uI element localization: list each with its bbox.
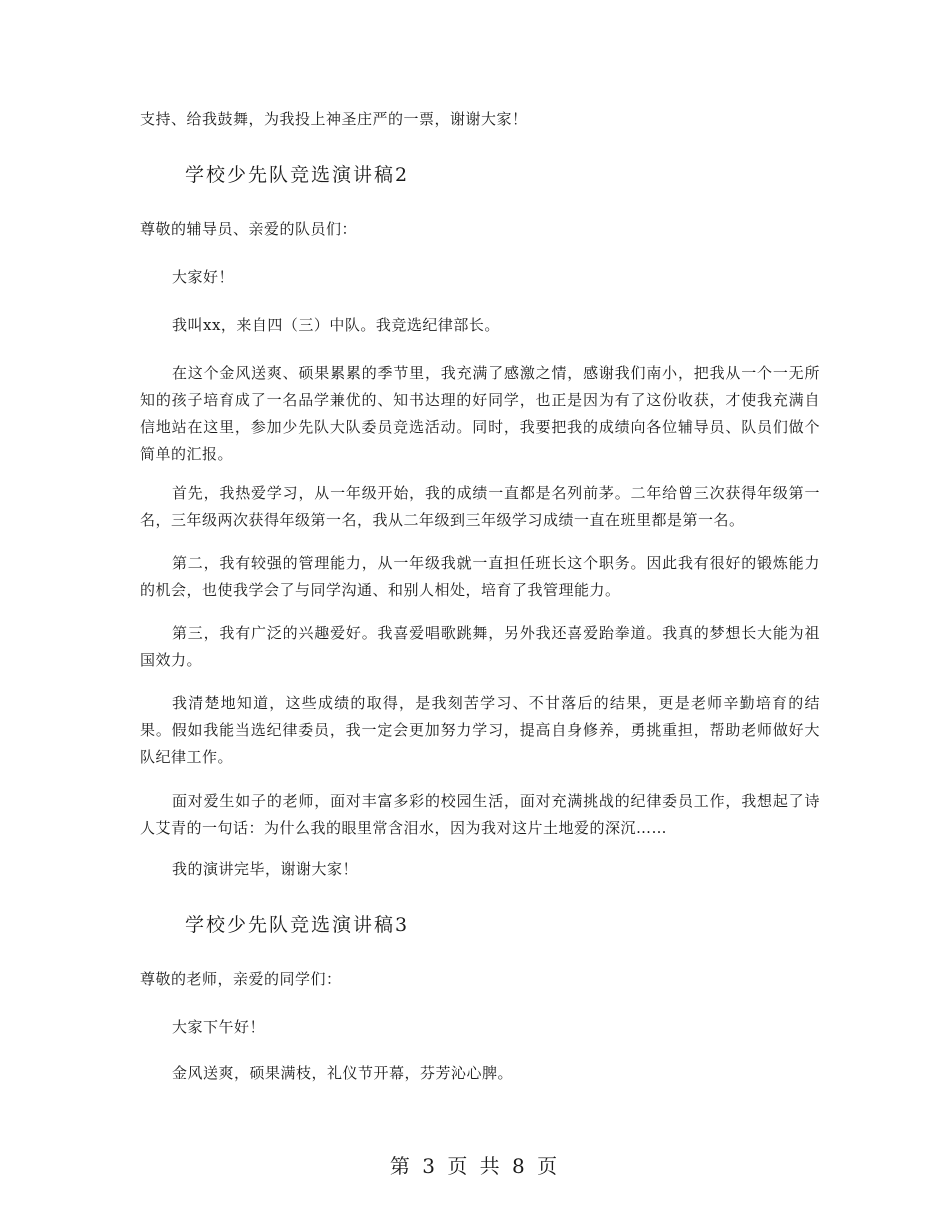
closing: 我的演讲完毕，谢谢大家！ bbox=[172, 860, 359, 878]
paragraph: 在这个金风送爽、硕果累累的季节里，我充满了感激之情，感谢我们南小，把我从一个一无所知的孩子培育成了一名品学兼优的、知书达理的好同学，也正是因为有了这份收获，才使我充满自信地站在这里，参加少先队大队委员竞选活动。同时，我要把我的成绩向各位辅导员、队员们做个简单的汇报。 bbox=[140, 364, 820, 463]
paragraph-continuation: 支持、给我鼓舞，为我投上神圣庄严的一票，谢谢大家！ bbox=[140, 110, 528, 128]
paragraph: 首先，我热爱学习，从一年级开始，我的成绩一直都是名列前茅。二年给曾三次获得年级第一名，三年级两次获得年级第一名，我从二年级到三年级学习成绩一直在班里都是第一名。 bbox=[140, 484, 820, 529]
paragraph: 我清楚地知道，这些成绩的取得，是我刻苦学习、不甘落后的结果，更是老师辛勤培育的结果。假如我能当选纪律委员，我一定会更加努力学习，提高自身修养，勇挑重担，帮助老师做好大队纪律工作。 bbox=[140, 694, 820, 766]
paragraph: 金风送爽，硕果满枝，礼仪节开幕，芬芳沁心脾。 bbox=[172, 1064, 514, 1082]
paragraph: 面对爱生如子的老师，面对丰富多彩的校园生活，面对充满挑战的纪律委员工作，我想起了诗人艾青的一句话：为什么我的眼里常含泪水，因为我对这片土地爱的深沉…… bbox=[140, 792, 820, 837]
salutation: 尊敬的老师，亲爱的同学们： bbox=[140, 970, 342, 988]
greeting: 大家好！ bbox=[172, 268, 235, 286]
paragraph: 第二，我有较强的管理能力，从一年级我就一直担任班长这个职务。因此我有很好的锻炼能力的机会，也使我学会了与同学沟通、和别人相处，培育了我管理能力。 bbox=[140, 554, 820, 599]
section-heading-2: 学校少先队竞选演讲稿2 bbox=[185, 164, 410, 186]
salutation: 尊敬的辅导员、亲爱的队员们： bbox=[140, 220, 358, 238]
paragraph: 第三，我有广泛的兴趣爱好。我喜爱唱歌跳舞，另外我还喜爱跆拳道。我真的梦想长大能为祖国效力。 bbox=[140, 624, 820, 669]
greeting: 大家下午好！ bbox=[172, 1018, 266, 1036]
introduction: 我叫xx，来自四（三）中队。我竞选纪律部长。 bbox=[172, 316, 500, 334]
page-number-footer: 第 3 页 共 8 页 bbox=[389, 1154, 561, 1178]
section-heading-3: 学校少先队竞选演讲稿3 bbox=[185, 914, 410, 936]
